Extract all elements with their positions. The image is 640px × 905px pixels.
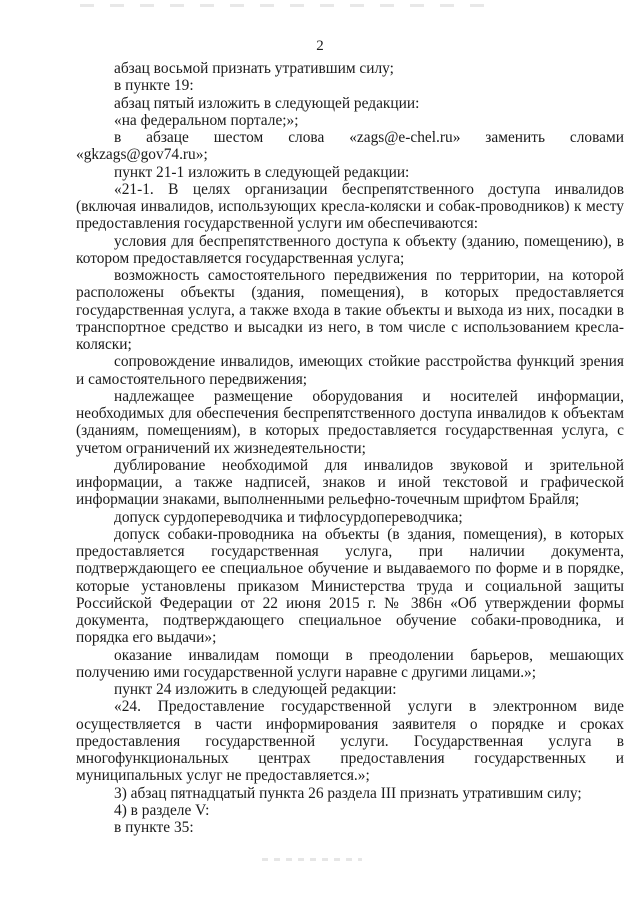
paragraph: допуск сурдопереводчика и тифлосурдопереводчика; [114,508,463,526]
paragraph: в пункте 19: [114,77,194,95]
scan-artifact-top [80,4,500,7]
paragraph: дублирование необходимой для инвалидов звуковой и зрительной информации, а также надписей, знаков и иной текстовой и графической информации знаками, выполненными рельефно-точечным шрифтом Брайля; [76,456,624,509]
paragraph: условия для беспрепятственного доступа к объекту (зданию, помещению), в котором предоставляется государственная услуга; [76,232,624,267]
paragraph: «на федеральном портале;»; [114,111,299,129]
paragraph: абзац пятый изложить в следующей редакции: [114,94,420,112]
paragraph: «24. Предоставление государственной услуги в электронном виде осуществляется в части информирования заявителя о порядке и сроках предоставления государственной услуги. Государственная услуга в многофункциональных центрах предоставления государственных и муниципальных услуг не предоставляется.»; [76,698,624,785]
paragraph: в пункте 35: [114,819,194,836]
paragraph: надлежащее размещение оборудования и носителей информации, необходимых для обеспечения беспрепятственного доступа инвалидов к объектам (зданиям, помещениям), в которых предоставляется государственная услуга, с учетом ограничений их жизнедеятельности; [76,387,624,457]
paragraph: возможность самостоятельного передвижения по территории, на которой расположены объекты (здания, помещения), в которых предоставляется государственная услуга, а также входа в такие объекты и выхода из них, посадки в транспортное средство и высадки из него, в том числе с использованием кресла-коляски; [76,267,624,353]
paragraph: оказание инвалидам помощи в преодолении барьеров, мешающих получению ими государственной услуги наравне с другими лицами.»; [76,646,624,681]
paragraph: 3) абзац пятнадцатый пункта 26 раздела III признать утратившим силу; [114,784,582,802]
page-number: 2 [316,38,324,54]
paragraph: абзац восьмой признать утратившим силу; [114,60,394,77]
scan-artifact-bottom [262,858,362,861]
paragraph: пункт 21-1 изложить в следующей редакции: [114,163,410,181]
paragraph: сопровождение инвалидов, имеющих стойкие расстройства функций зрения и самостоятельного передвижения; [76,353,624,388]
paragraph: «21-1. В целях организации беспрепятственного доступа инвалидов (включая инвалидов, использующих кресла-коляски и собак-проводников) к месту предоставления государственной услуги им обеспечиваются: [76,180,624,233]
document-body [76,60,624,836]
paragraph: 4) в разделе V: [114,801,210,819]
paragraph: допуск собаки-проводника на объекты (в здания, помещения), в которых предоставляется государственная услуга, при наличии документа, подтверждающего ее специальное обучение и выдаваемого по форме и в порядке, которые установлены приказом Министерства труда и социальной защиты Российской Федерации от 22 июня 2015 г. № 386н «Об утверждении формы документа, подтверждающего специальное обучение собаки-проводника, и порядка его выдачи»; [76,525,624,647]
paragraph: пункт 24 изложить в следующей редакции: [114,681,397,698]
paragraph: в абзаце шестом слова «zags@e-chel.ru» заменить словами «gkzags@gov74.ru»; [76,129,624,164]
